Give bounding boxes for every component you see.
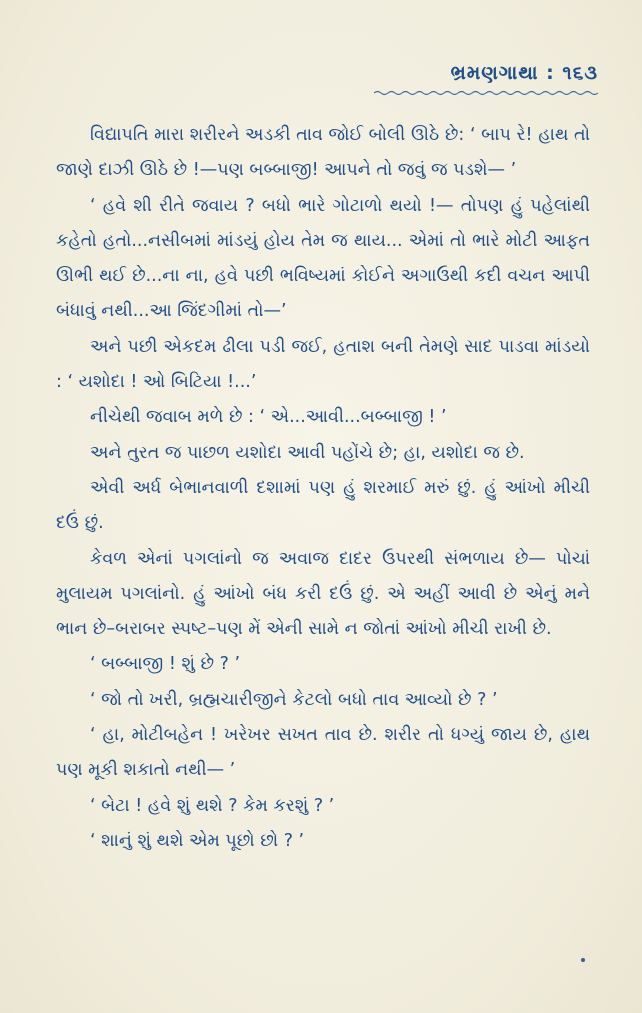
paragraph: ‘ શાનું શું થશે એમ પૂછો છો ? ’	[90, 830, 305, 851]
paragraph: વિદ્યાપતિ મારા શરીરને અડકી તાવ જોઈ બોલી ઊઠે છે: ‘ બાપ રે! હાથ તો જાણે દાઝી ઊઠે છે !—પણ બબ્બાજી! આપને તો જવું જ પડશે— ’	[56, 125, 590, 181]
paragraph: અને પછી એકદમ ઢીલા પડી જઈ, હતાશ બની તેમણે સાદ પાડવા માંડયો : ‘ યશોદા ! ઓ બિટિયા !...’	[56, 336, 590, 393]
paragraph: ‘ બેટા ! હવે શું થશે ? કેમ કરશું ? ’	[90, 795, 335, 816]
paragraph: ‘ બબ્બાજી ! શું છે ? ’	[90, 654, 241, 675]
paragraph: નીચેથી જવાબ મળે છે : ‘ એ...આવી...બબ્બાજી ! ’	[90, 407, 447, 428]
running-head: ભ્રમણગાથા : ૧૬૩	[450, 62, 598, 84]
paragraph: ‘ જો તો ખરી, બ્રહ્મચારીજીને કેટલો બધો તાવ આવ્યો છે ? ’	[90, 689, 498, 710]
header-wavy-rule	[374, 90, 600, 96]
paragraph: કેવળ એનાં પગલાંનો જ અવાજ દાદર ઉપરથી સંભળાય છે— પોચાં મુલાયમ પગલાંનો. હું આંખો બંધ કરી દઉં છું. એ અહીં આવી છે એનું મને ભાન છે–બરાબર સ્પષ્ટ–પણ મેં એની સામે ન જોતાં આંખો મીચી રાખી છે.	[56, 548, 590, 640]
ink-speck	[581, 958, 585, 962]
paragraph: એવી અર્ધ બેભાનવાળી દશામાં પણ હું શરમાઈ મરું છું. હું આંખો મીચી દઉં છું.	[56, 477, 590, 534]
paragraph: અને તુરત જ પાછળ યશોદા આવી પહોંચે છે; હા, યશોદા જ છે.	[90, 442, 525, 463]
paragraph: ‘ હા, મોટીબહેન ! ખરેખર સખત તાવ છે. શરીર તો ધગ્યું જાય છે, હાથ પણ મૂકી શકાતો નથી— ’	[56, 725, 590, 781]
paragraph: ‘ હવે શી રીતે જવાય ? બધો ભારે ગોટાળો થયો !— તોપણ હું પહેલાંથી કહેતો હતો...નસીબમાં માંડયું હોય તેમ જ થાય... એમાં તો ભારે મોટી આફત ઊભી થઈ છે...ના ના, હવે પછી ભવિષ્યમાં કોઈને અગાઉથી કદી વચન આપી બંધાવું નથી...આ જિંદગીમાં તો—’	[56, 195, 590, 322]
body-text	[56, 118, 590, 859]
